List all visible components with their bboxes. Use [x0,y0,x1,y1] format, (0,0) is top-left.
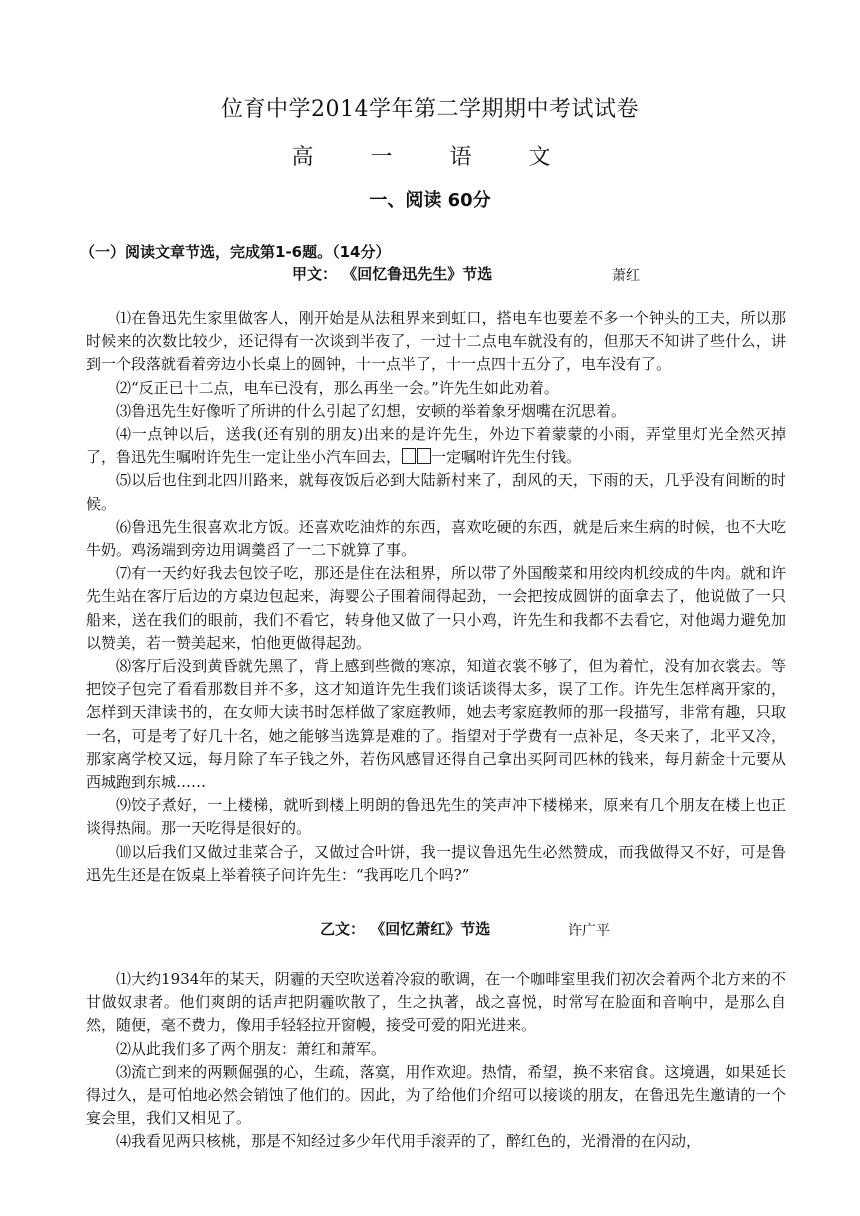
article-b-paragraph: ⑵从此我们多了两个朋友：萧红和萧军。 [116,1039,387,1058]
part-heading: （一）阅读文章节选，完成第1-6题。（14分） [80,243,391,261]
article-a-author: 萧红 [612,268,640,284]
article-a-paragraph: ⑵“反正已十二点，电车已没有，那么再坐一会。”许先生如此劝着。 [116,378,559,397]
paragraph-text: 一定嘱咐许先生付钱。 [431,448,582,467]
article-b-paragraph: ⑶流亡到来的两颗倔强的心，生疏，落寞，用作欢迎。热情，希望，换不来宿食。这境遇，如果延长得过久，是可怕地必然会销蚀了他们的。因此，为了给他们介绍可以接谈的朋友，在鲁迅先生邀请的一个宴会里，我们又相见了。 [86,1062,786,1128]
article-a-paragraph: ⑸以后也住到北四川路来，就每夜饭后必到大陆新村来了，刮风的天，下雨的天，几乎没有间断的时候。 [86,471,786,513]
article-a-paragraph: ⑹鲁迅先生很喜欢北方饭。还喜欢吃油炸的东西，喜欢吃硬的东西，就是后来生病的时候，也不大吃牛奶。鸡汤端到旁边用调羹舀了一二下就算了事。 [86,517,786,560]
article-a-paragraph: ⑼饺子煮好，一上楼梯，就听到楼上明朗的鲁迅先生的笑声冲下楼梯来，原来有几个朋友在楼上也正谈得热闹。那一天吃得是很好的。 [86,796,786,838]
blank-box[interactable] [402,448,416,464]
article-a-paragraph [86,423,786,469]
article-b-body [86,968,786,1154]
article-a-paragraph: ⑴在鲁迅先生家里做客人，刚开始是从法租界来到虹口，搭电车也要差不多一个钟头的工夫，所以那时候来的次数比较少，还记得有一次谈到半夜了，一过十二点电车就没有的，但那天不知讲了些什么，讲到一个段落就看着旁边小长桌上的圆钟，十一点半了，十一点四十五分了，电车没有了。 [86,309,786,374]
section-title: 一、阅读 60分 [369,190,491,211]
exam-title: 位育中学2014学年第二学期期中考试试卷 [221,97,639,122]
article-a-title: 甲文： 《回忆鲁迅先生》节选 [292,265,493,283]
article-b-paragraph: ⑴大约1934年的某天，阴霾的天空吹送着冷寂的歌调，在一个咖啡室里我们初次会着两个北方来的不甘做奴隶者。他们爽朗的话声把阴霾吹散了，生之执著，战之喜悦，时常写在脸面和音响中，是那么自然，随便，毫不费力，像用手轻轻拉开窗幔，接受可爱的阳光进来。 [86,970,786,1035]
subject-title: 高 一 语 文 [291,145,569,170]
article-a-body [86,307,786,887]
article-b-author: 许广平 [568,923,610,939]
article-a-paragraph: ⑶鲁迅先生好像听了所讲的什么引起了幻想，安顿的举着象牙烟嘴在沉思着。 [116,401,627,420]
article-a-paragraph: ⑻客厅后没到黄昏就先黑了，背上感到些微的寒凉，知道衣裳不够了，但为着忙，没有加衣裳去。等把饺子包完了看看那数目并不多，这才知道许先生我们谈话谈得太多，误了工作。许先生怎样离开家的，怎样到天津读书的，在女师大读书时怎样做了家庭教师，她去考家庭教师的那一段描写，非常有趣，只取一名，可是考了好几十名，她之能够当选算是难的了。指望对于学费有一点补足，冬天来了，北平又冷，那家离学校又远，每月除了车子钱之外，若伤风感冒还得自己拿出买阿司匹林的钱来，每月薪金十元要从西城跑到东城…… [86,657,786,792]
paragraph-text: ⑷一点钟以后，送我(还有别的朋友)出来的是许先生，外边下着蒙蒙的小雨，弄堂里灯光全然灭掉了，鲁迅先生嘱咐许先生一定让坐小汽车回去， [86,425,786,467]
article-a-paragraph: ⑺有一天约好我去包饺子吃，那还是住在法租界，所以带了外国酸菜和用绞肉机绞成的牛肉。就和许先生站在客厅后边的方桌边包起来，海婴公子围着闹得起劲，一会把按成圆饼的面拿去了，他说做了一只船来，送在我们的眼前，我们不看它，转身他又做了一只小鸡，许先生和我都不去看它，对他竭力避免加以赞美，若一赞美起来，怕他更做得起劲。 [86,564,786,652]
article-b-title: 乙文： 《回忆萧红》节选 [320,920,491,938]
blank-box[interactable] [417,448,431,464]
article-b-paragraph: ⑷我看见两只核桃，那是不知经过多少年代用手滚弄的了，醉红色的，光滑滑的在闪动， [116,1132,702,1151]
article-a-paragraph: ⑽以后我们又做过韭菜合子，又做过合叶饼，我一提议鲁迅先生必然赞成，而我做得又不好，可是鲁迅先生还是在饭桌上举着筷子问许先生：“我再吃几个吗?” [86,842,786,884]
